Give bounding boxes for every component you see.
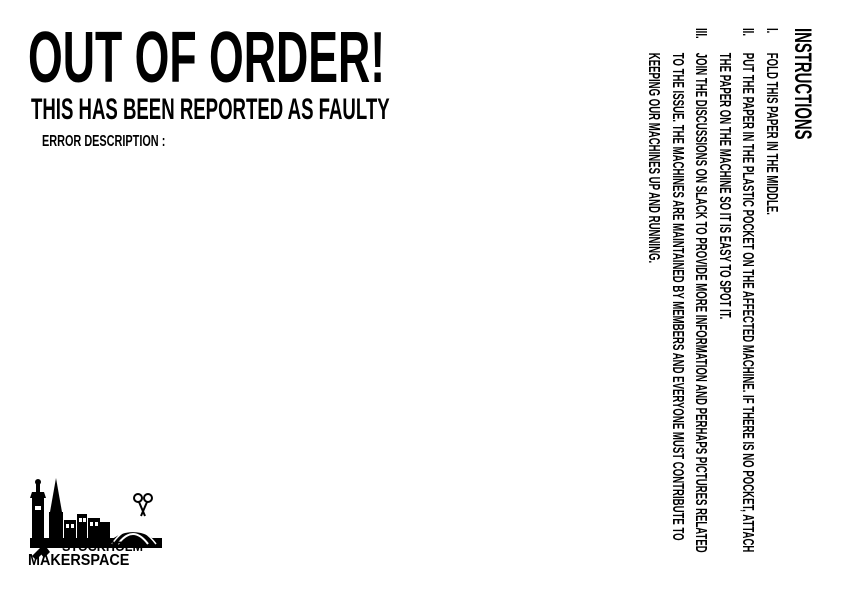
instructions-panel <box>642 28 815 568</box>
instruction-text: FOLD THIS PAPER IN THE MIDDLE. <box>763 52 780 215</box>
page-subtitle: THIS HAS BEEN REPORTED AS FAULTY <box>31 93 390 126</box>
instructions-title: INSTRUCTIONS <box>789 28 816 140</box>
instruction-text: PUT THE PAPER IN THE PLASTIC POCKET ON THE AFFECTED MACHINE. IF THERE IS NO POCKET, ATTACH THE PAPER ON THE MACHINE SO IT IS EASY TO SPOT IT. <box>716 52 757 553</box>
instructions-list <box>642 28 783 567</box>
instruction-item-3 <box>642 28 713 567</box>
instruction-number: III. <box>692 28 710 39</box>
instruction-item-2 <box>713 28 760 567</box>
logo-text-makerspace: MAKERSPACE <box>28 552 130 569</box>
instruction-text: JOIN THE DISCUSSIONS ON SLACK TO PROVIDE MORE INFORMATION AND PERHAPS PICTURES RELATED TO THE ISSUE. THE MACHINES ARE MAINTAINED BY MEMBERS AND EVERYONE MUST CONTRIBUTE TO KEEPING OUR MACHINES UP AND RUNNING. <box>645 52 710 553</box>
instruction-number: II. <box>739 28 757 37</box>
instruction-item-1 <box>760 28 784 567</box>
instruction-number: I. <box>763 28 780 34</box>
page-title: OUT OF ORDER! <box>28 18 386 98</box>
logo-text-stockholm: STOCKHOLM <box>62 538 143 554</box>
error-description-label: ERROR DESCRIPTION : <box>42 133 166 150</box>
